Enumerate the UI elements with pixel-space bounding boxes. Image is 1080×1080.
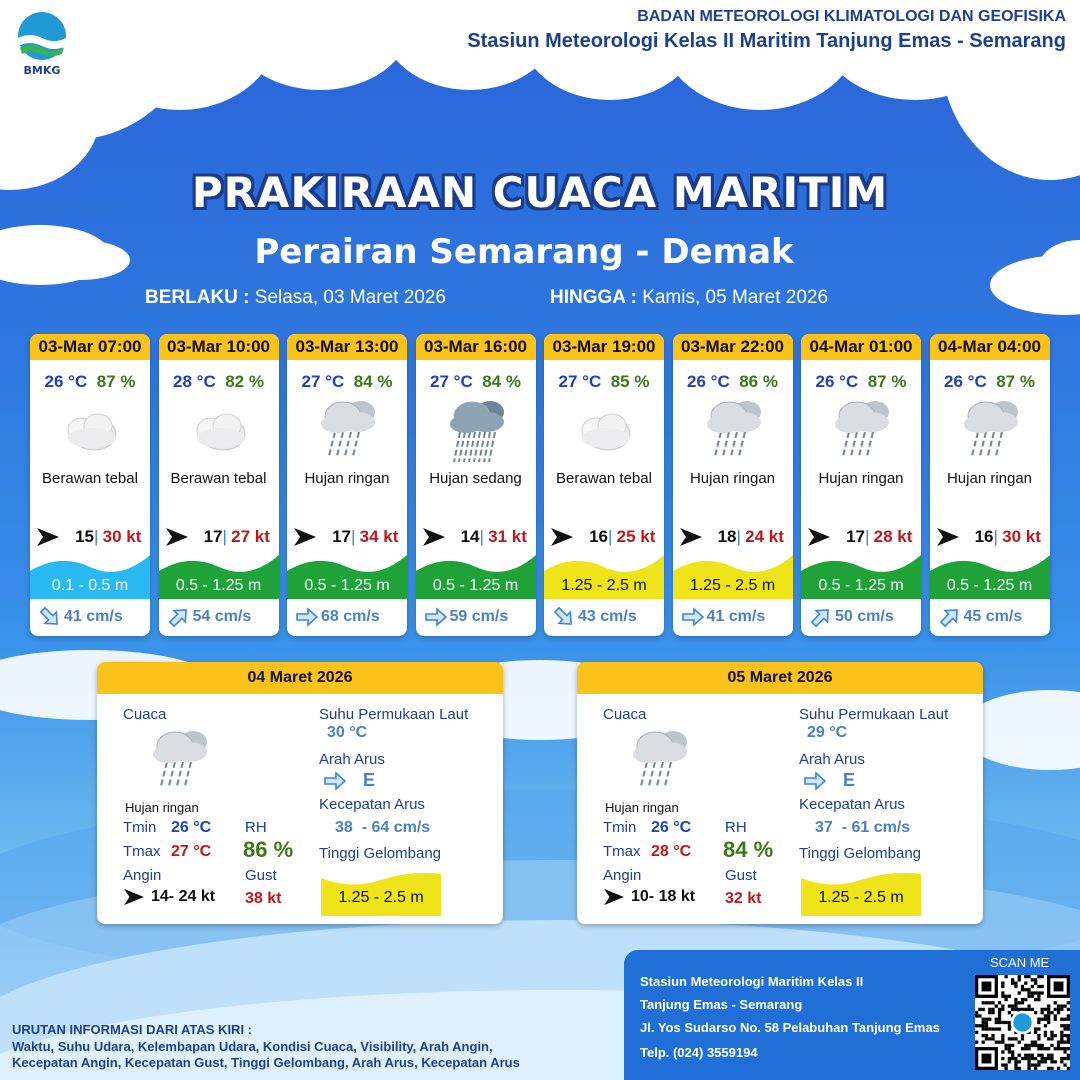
air-temperature: 26 °C [687, 372, 730, 391]
forecast-card [416, 334, 536, 636]
current-direction-icon [323, 770, 347, 797]
current-speed: 59 cm/s [449, 608, 509, 625]
wave-label: Tinggi Gelombang [319, 845, 442, 862]
station-line2: Tanjung Emas - Semarang [640, 997, 803, 1012]
info-title: URUTAN INFORMASI DARI ATAS KIRI : [12, 1022, 252, 1037]
wind-speed: 15 [75, 527, 94, 546]
wind-separator: | [993, 527, 998, 546]
light-rain-icon [625, 724, 695, 801]
gust-speed: 27 kt [231, 527, 270, 546]
current-speed: 68 cm/s [321, 608, 380, 625]
scan-me-label: SCAN ME [990, 955, 1050, 970]
humidity: 87 % [96, 372, 136, 391]
current-direction-value: E [363, 770, 376, 790]
current-direction-icon [552, 606, 576, 628]
humidity: 84 % [482, 372, 521, 391]
station-line1: Stasiun Meteorologi Maritim Kelas II [640, 974, 864, 989]
air-temperature: 27 °C [301, 372, 345, 391]
forecast-card [544, 334, 664, 636]
cloudy-icon [185, 394, 255, 466]
gust-speed: 30 kt [1002, 527, 1041, 546]
cloudy-icon [570, 394, 640, 466]
gust-speed: 28 kt [873, 527, 913, 546]
validity-from [145, 287, 446, 309]
current-direction-icon [424, 606, 448, 628]
wind-speed: 18 [717, 527, 737, 546]
light-rain-icon [145, 724, 215, 801]
wave-height: 1.25 - 2.5 m [689, 577, 776, 594]
current-speed-label: Kecepatan Arus [319, 796, 425, 813]
wind-separator: | [351, 527, 356, 546]
temp-rh [801, 372, 921, 392]
sst-value: 29 °C [807, 724, 848, 741]
weather-condition: Hujan ringan [818, 470, 904, 487]
weather-condition: Hujan ringan [689, 470, 776, 487]
wave-height: 0.5 - 1.25 m [175, 577, 262, 594]
current-direction-icon [938, 606, 962, 628]
forecast-time: 03-Mar 13:00 [287, 334, 407, 360]
gust-label: Gust [245, 867, 277, 884]
current-speed: 45 cm/s [963, 608, 1023, 625]
temp-rh [287, 372, 407, 392]
gust-value: 32 kt [725, 890, 762, 907]
daily-date: 05 Maret 2026 [577, 662, 983, 694]
sst-label: Suhu Permukaan Laut [319, 706, 469, 723]
wind-speed: 17 [846, 527, 865, 546]
wave-height: 1.25 - 2.5 m [561, 577, 647, 594]
tmax-value: 27 °C [171, 843, 212, 860]
daily-date: 04 Maret 2026 [97, 662, 503, 694]
current-speed-value: 38 - 64 cm/s [335, 819, 431, 836]
current-speed: 43 cm/s [578, 608, 637, 625]
weather-condition: Berawan tebal [170, 470, 267, 487]
forecast-card [673, 334, 793, 636]
wind-speed: 17 [332, 527, 351, 546]
daily-condition: Hujan ringan [605, 800, 679, 815]
humidity: 87 % [867, 372, 907, 391]
wind-separator: | [222, 527, 227, 546]
light-rain-icon [827, 394, 897, 466]
sst-label: Suhu Permukaan Laut [799, 706, 949, 723]
station-address: Jl. Yos Sudarso No. 58 Pelabuhan Tanjung Emas [640, 1020, 940, 1035]
wind-separator: | [736, 527, 741, 546]
bmkg-logo [14, 10, 70, 78]
tmax-label: Tmax [603, 843, 641, 860]
weather-label: Cuaca [603, 706, 647, 723]
temp-rh [544, 372, 664, 392]
validity-from-value: Selasa, 03 Maret 2026 [254, 287, 446, 308]
air-temperature: 26 °C [944, 372, 987, 391]
gust-value: 38 kt [245, 890, 282, 907]
moderate-rain-icon [442, 394, 512, 466]
rh-value: 84 % [723, 837, 774, 862]
wind-label: Angin [603, 867, 642, 884]
weather-condition: Hujan ringan [304, 470, 390, 487]
cloudy-icon [56, 394, 126, 466]
humidity: 82 % [225, 372, 264, 391]
tmin-value: 26 °C [651, 819, 692, 836]
wind-label: Angin [123, 867, 162, 884]
forecast-time: 03-Mar 16:00 [416, 334, 536, 360]
wave-height: 0.5 - 1.25 m [432, 577, 519, 594]
agency-name [467, 8, 1066, 53]
wave-height: 0.5 - 1.25 m [818, 577, 904, 594]
gust-label: Gust [725, 867, 757, 884]
wind-separator: | [479, 527, 484, 546]
forecast-time: 03-Mar 19:00 [544, 334, 664, 360]
current-speed: 54 cm/s [192, 608, 252, 625]
temp-rh [673, 372, 793, 392]
temp-rh [930, 372, 1050, 392]
current-direction-icon [809, 606, 833, 628]
forecast-card [287, 334, 407, 636]
current-speed-value: 37 - 61 cm/s [815, 819, 911, 836]
forecast-time: 04-Mar 01:00 [801, 334, 921, 360]
wind-speed: 16 [974, 527, 994, 546]
sst-value: 30 °C [327, 724, 368, 741]
air-temperature: 28 °C [173, 372, 216, 391]
wind-separator: | [865, 527, 870, 546]
validity-from-label: BERLAKU : [145, 287, 250, 308]
current-speed-label: Kecepatan Arus [799, 796, 905, 813]
rh-label: RH [725, 819, 747, 836]
wave-height: 0.5 - 1.25 m [946, 577, 1033, 594]
tmin-value: 26 °C [171, 819, 212, 836]
wind-speed: 14 [460, 527, 480, 546]
wind-range: 10- 18 kt [631, 888, 696, 905]
rh-label: RH [245, 819, 267, 836]
validity-to-value: Kamis, 05 Maret 2026 [642, 287, 829, 308]
tmin-label: Tmin [603, 819, 637, 836]
wind-separator: | [608, 527, 613, 546]
air-temperature: 27 °C [558, 372, 602, 391]
humidity: 87 % [996, 372, 1035, 391]
current-direction-icon [38, 606, 62, 628]
wave-height: 0.1 - 0.5 m [51, 577, 129, 594]
forecast-time: 04-Mar 04:00 [930, 334, 1050, 360]
wave-height: 1.25 - 2.5 m [818, 889, 904, 906]
arrow-right-icon [123, 888, 145, 911]
tmin-label: Tmin [123, 819, 157, 836]
weather-condition: Hujan sedang [429, 470, 522, 487]
wind-speed: 17 [203, 527, 223, 546]
info-line2: Kecepatan Angin, Kecepatan Gust, Tinggi Gelombang, Arah Arus, Kecepatan Arus [12, 1055, 520, 1070]
humidity: 84 % [353, 372, 393, 391]
tmax-value: 28 °C [651, 843, 692, 860]
info-line1: Waktu, Suhu Udara, Kelembapan Udara, Kondisi Cuaca, Visibility, Arah Angin, [12, 1039, 493, 1054]
current-speed: 50 cm/s [835, 608, 894, 625]
logo-text: BMKG [23, 64, 61, 77]
daily-summary-panel [577, 662, 983, 924]
rh-value: 86 % [243, 837, 294, 862]
page-subtitle: Perairan Semarang - Demak [254, 232, 794, 272]
daily-condition: Hujan ringan [125, 800, 199, 815]
gust-speed: 34 kt [359, 527, 399, 546]
current-direction-icon [167, 606, 191, 628]
page-title: PRAKIRAAN CUACA MARITIM [191, 168, 889, 217]
temp-rh [30, 372, 150, 392]
current-direction-icon [295, 606, 319, 628]
agency-line2: Stasiun Meteorologi Kelas II Maritim Tanjung Emas - Semarang [467, 30, 1066, 52]
wind-separator: | [94, 527, 99, 546]
air-temperature: 26 °C [815, 372, 859, 391]
current-direction-value: E [843, 770, 856, 790]
current-speed: 41 cm/s [706, 608, 766, 625]
weather-condition: Berawan tebal [42, 470, 138, 487]
gust-speed: 25 kt [616, 527, 656, 546]
temp-rh [416, 372, 536, 392]
qr-code[interactable] [975, 975, 1070, 1070]
air-temperature: 26 °C [44, 372, 88, 391]
humidity: 86 % [739, 372, 778, 391]
light-rain-icon [313, 394, 383, 466]
weather-condition: Berawan tebal [556, 470, 652, 487]
current-direction-label: Arah Arus [799, 751, 865, 768]
forecast-card [801, 334, 921, 636]
wave-label: Tinggi Gelombang [799, 845, 922, 862]
wave-height: 0.5 - 1.25 m [304, 577, 390, 594]
current-speed: 41 cm/s [64, 608, 123, 625]
gust-speed: 30 kt [102, 527, 142, 546]
validity-to-label: HINGGA : [550, 287, 637, 308]
arrow-right-icon [603, 888, 625, 911]
tmax-label: Tmax [123, 843, 161, 860]
forecast-time: 03-Mar 22:00 [673, 334, 793, 360]
current-direction-label: Arah Arus [319, 751, 385, 768]
station-phone: Telp. (024) 3559194 [640, 1045, 758, 1060]
light-rain-icon [699, 394, 769, 466]
wind-speed: 16 [589, 527, 608, 546]
forecast-card [159, 334, 279, 636]
gust-speed: 31 kt [488, 527, 527, 546]
air-temperature: 27 °C [430, 372, 473, 391]
current-direction-icon [681, 606, 705, 628]
forecast-card [30, 334, 150, 636]
forecast-card [930, 334, 1050, 636]
temp-rh [159, 372, 279, 392]
forecast-time: 03-Mar 10:00 [159, 334, 279, 360]
gust-speed: 24 kt [745, 527, 784, 546]
wind-range: 14- 24 kt [151, 888, 216, 905]
weather-label: Cuaca [123, 706, 167, 723]
forecast-time: 03-Mar 07:00 [30, 334, 150, 360]
agency-line1: BADAN METEOROLOGI KLIMATOLOGI DAN GEOFISIKA [637, 8, 1066, 25]
light-rain-icon [956, 394, 1026, 466]
humidity: 85 % [610, 372, 650, 391]
validity-to [550, 287, 828, 309]
daily-summary-panel [97, 662, 503, 924]
current-direction-icon [803, 770, 827, 797]
weather-condition: Hujan ringan [946, 470, 1033, 487]
wave-height: 1.25 - 2.5 m [338, 889, 424, 906]
